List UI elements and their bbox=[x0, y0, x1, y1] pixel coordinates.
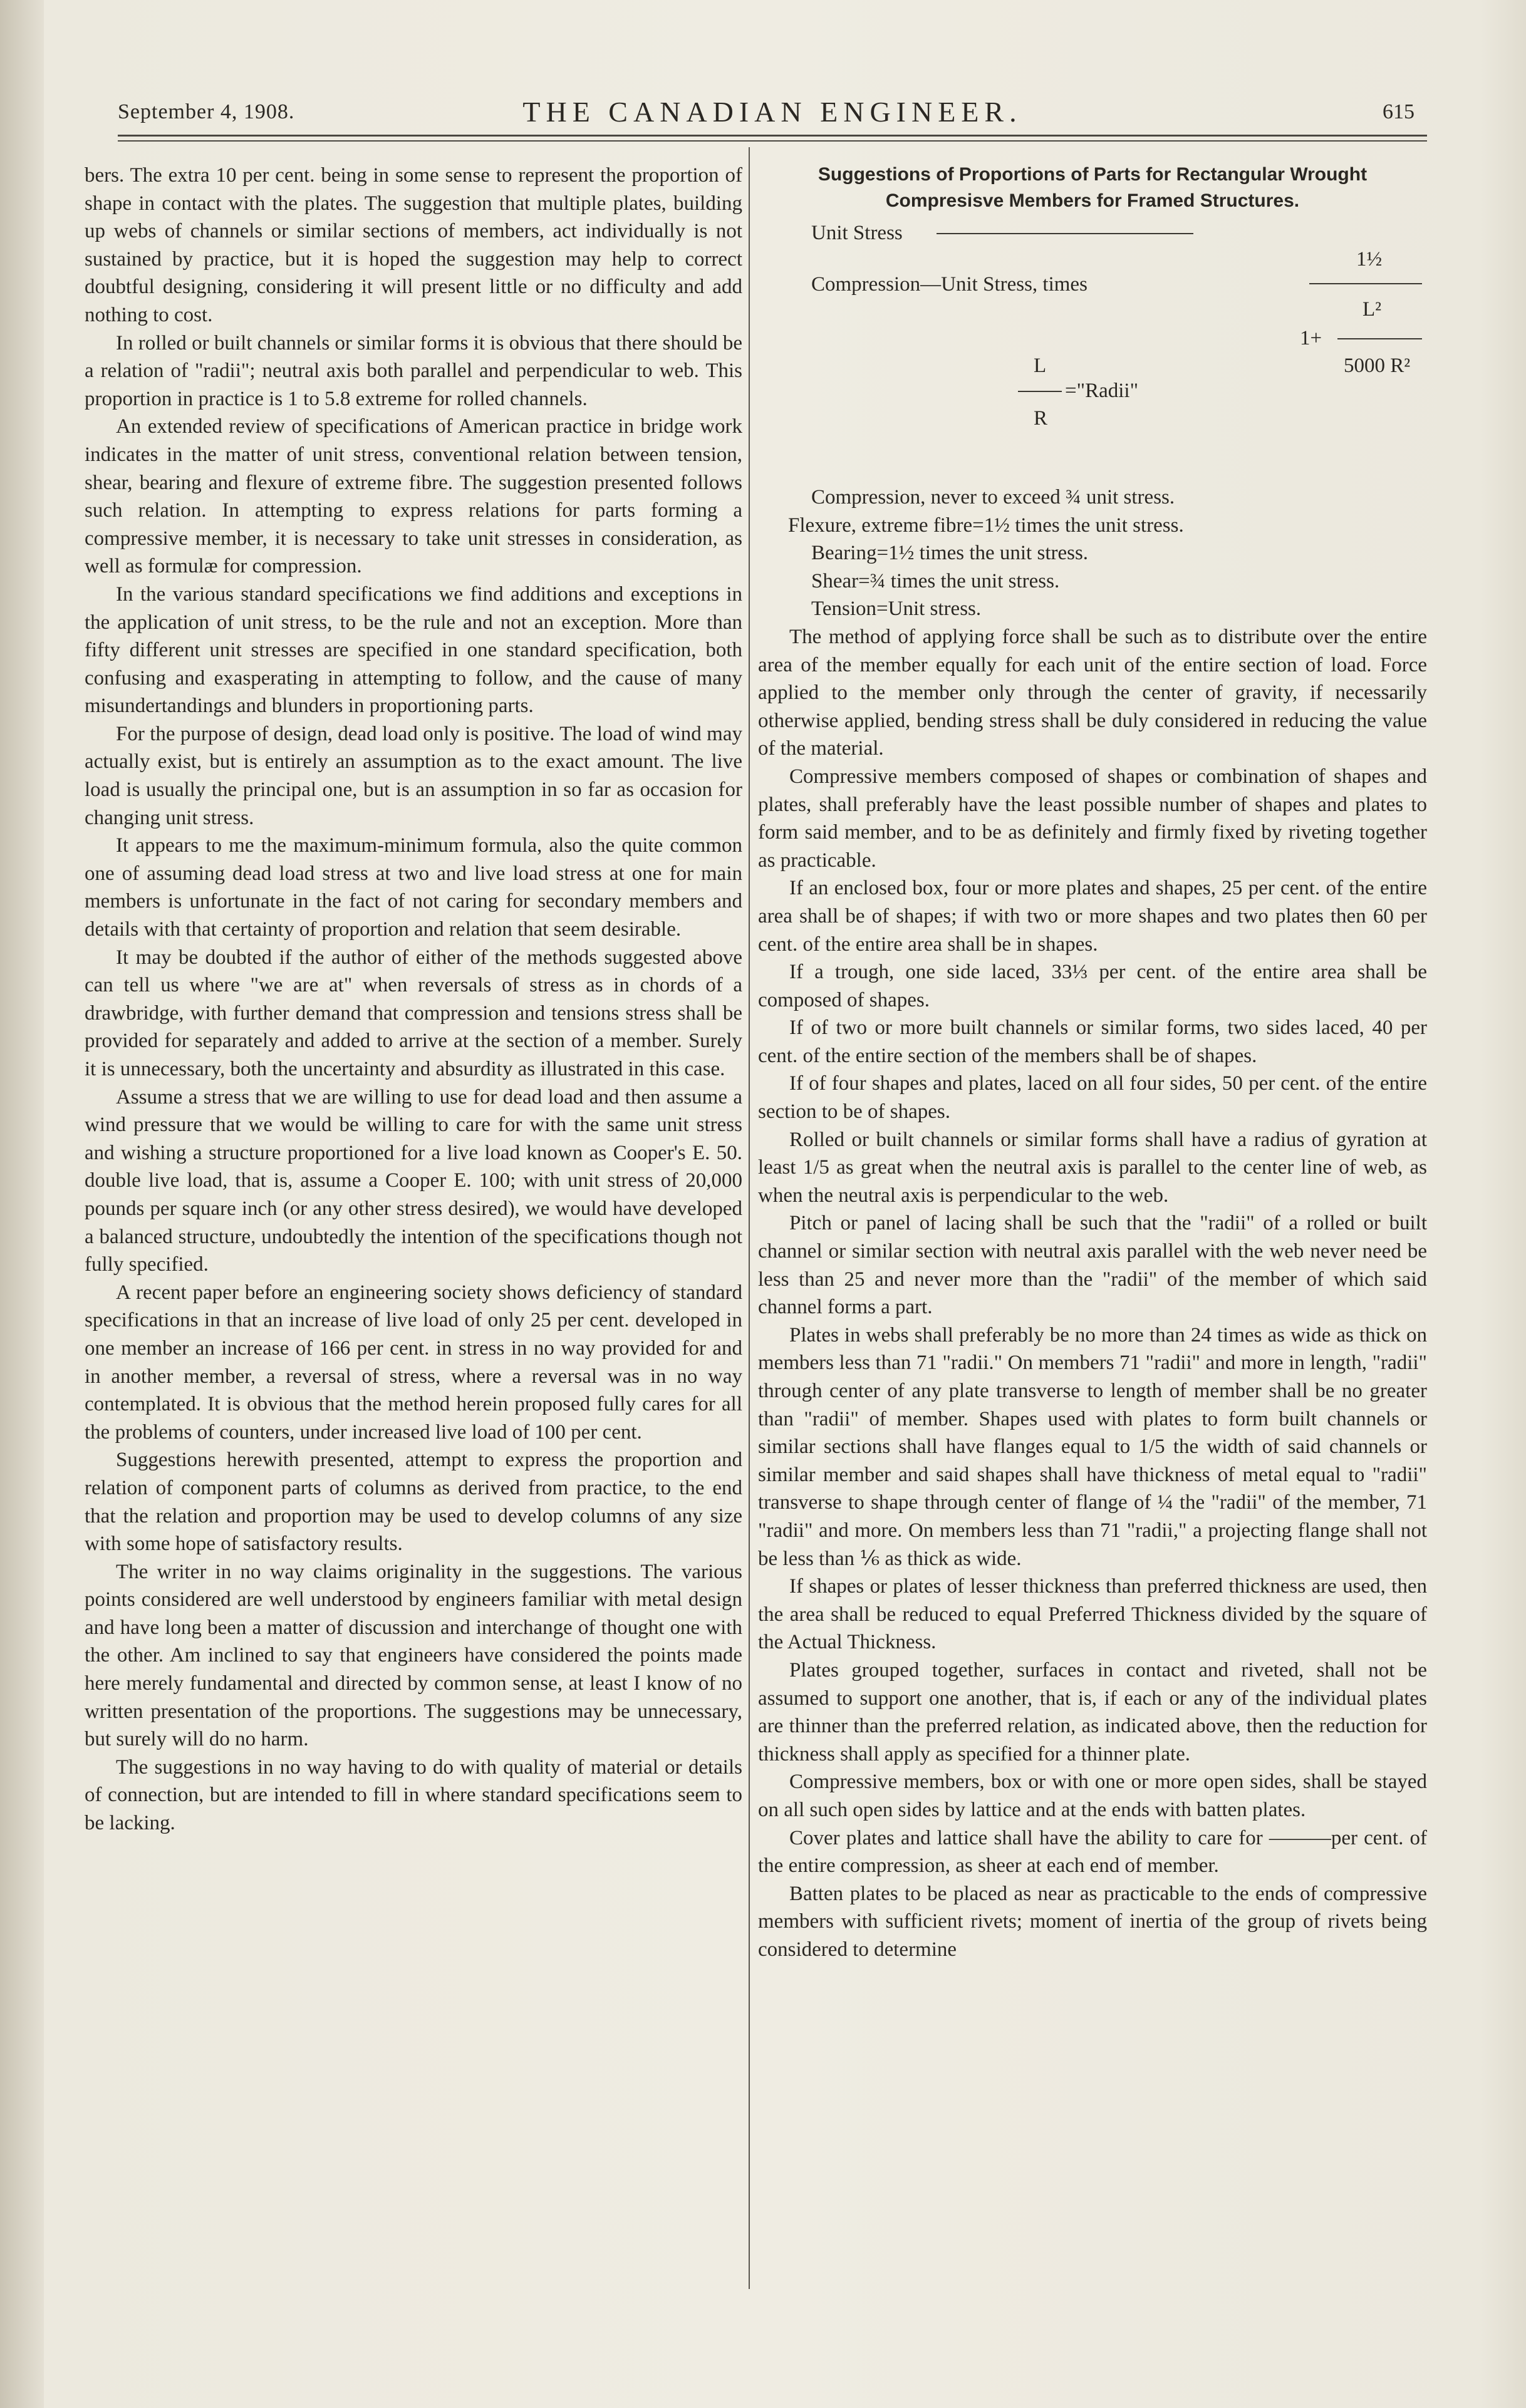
paragraph: The method of applying force shall be such as to distribute over the entire area of the member equally for each unit of the entire section of load. Force applied to the member only through the center of gravity, if necessarily otherwise applied, bending stress shall be duly considered in reducing the value of the material. bbox=[758, 625, 1427, 760]
denominator-fraction-bar bbox=[1337, 338, 1422, 339]
paragraph: In rolled or built channels or similar forms it is obvious that there should be a relation of "radii"; neutral axis both parallel and perpendicular to web. This proportion in practice is 1 to 5.8 extreme for rolled channels. bbox=[85, 331, 742, 410]
paragraph: Pitch or panel of lacing shall be such that the "radii" of a rolled or built channel or similar section with neutral axis parallel with the web never need be less than 25 and never more than the "radii" of the member of which said channel forms a part. bbox=[758, 1212, 1427, 1319]
publication-title: THE CANADIAN ENGINEER. bbox=[522, 96, 1022, 128]
unit-stress-blank-line bbox=[937, 233, 1193, 234]
paragraph: Assume a stress that we are willing to use for dead load and then assume a wind pressure that we would be willing to care for with the same unit stress and wishing a structure proportioned for a live load known as Cooper's E. 50. double live load, that is, assume a Cooper E. 100; with unit stress of 20,000 pounds per square inch (or any other stress desired), we would have developed a balanced structure, undoubtedly the intention of the specifications though not fully specified. bbox=[85, 1085, 742, 1276]
paragraph: Cover plates and lattice shall have the ability to care for ———per cent. of the entire compression, as sheer at each end of member. bbox=[758, 1826, 1427, 1878]
paragraph: Rolled or built channels or similar forms shall have a radius of gyration at least 1/5 as great when the neutral axis is parallel to the center line of web, as when the neutral axis is perpendicular to the web. bbox=[758, 1128, 1427, 1207]
list-item: Shear=¾ times the unit stress. bbox=[811, 569, 1060, 592]
paragraph: Plates grouped together, surfaces in contact and riveted, shall not be assumed to support one another, that is, if each or any of the individual plates are thinner than the preferred relation, as indicated above, then the reduction for thickness shall apply as specified for a thinner plate. bbox=[758, 1658, 1427, 1765]
paragraph: It may be doubted if the author of either of the methods suggested above can tell us where "we are at" when reversals of stress as in chords of a drawbridge, with further demand that compression and tensions stress shall be provided for separately and added to arrive at the section of a member. Surely it is unnecessary, both the uncertainty and absurdity as illustrated in this case. bbox=[85, 946, 742, 1080]
header-rule-thin bbox=[118, 140, 1427, 142]
paragraph: If of two or more built channels or similar forms, two sides laced, 40 per cent. of the entire section of the members shall be of shapes. bbox=[758, 1016, 1427, 1067]
header-rule-thick bbox=[118, 135, 1427, 137]
paragraph: It appears to me the maximum-minimum formula, also the quite common one of assuming dead load stress at two and live load stress at one for main members is unfortunate in the fact of not caring for secondary members and details with that certainty of proportion and relation that seem desirable. bbox=[85, 834, 742, 941]
formula-numerator: 1½ bbox=[1356, 248, 1383, 271]
main-fraction-bar bbox=[1309, 283, 1422, 284]
column-divider bbox=[749, 147, 750, 2289]
paragraph: Compressive members, box or with one or more open sides, shall be stayed on all such open sides by lattice and at the ends with batten plates. bbox=[758, 1770, 1427, 1821]
unit-stress-label: Unit Stress bbox=[811, 222, 903, 244]
paragraph: If a trough, one side laced, 33⅓ per cent. of the entire area shall be composed of shapes. bbox=[758, 961, 1427, 1011]
list-item: Compression, never to exceed ¾ unit stress. bbox=[811, 486, 1175, 509]
left-column bbox=[85, 162, 742, 1837]
article-heading: Suggestions of Proportions of Parts for Rectangular Wrought Compresisve Members for Framed Structures. bbox=[818, 164, 1368, 211]
paragraph: An extended review of specifications of American practice in bridge work indicates in the matter of unit stress, conventional relation between tension, shear, bearing and flexure of extreme fibre. The suggestion presented follows such relation. In attempting to express relations for parts forming a compressive member, it is necessary to take unit stresses in consideration, as well as formulæ for compression. bbox=[85, 415, 742, 578]
paragraph: The suggestions in no way having to do with quality of material or details of connection, but are intended to fill in where standard specifications seem to be lacking. bbox=[85, 1755, 742, 1835]
list-item: Flexure, extreme fibre=1½ times the unit stress. bbox=[788, 514, 1184, 537]
paragraph: For the purpose of design, dead load only is positive. The load of wind may actually exist, but is entirely an assumption as to the exact amount. The live load is usually the principal one, but is an assumption in so far as occasion for changing unit stress. bbox=[85, 722, 742, 829]
paragraph: Suggestions herewith presented, attempt to express the proportion and relation of component parts of columns as derived from practice, to the end that the relation and proportion may be used to develop columns of any size with some hope of satisfactory results. bbox=[85, 1449, 742, 1556]
denominator-top: L² bbox=[1362, 298, 1382, 321]
binding-spine bbox=[0, 0, 44, 2408]
paragraph: Compressive members composed of shapes or combination of shapes and plates, shall preferably have the least possible number of shapes and plates to form said member, and to be as definitely and firmly fixed by riveting together as practicable. bbox=[758, 765, 1427, 872]
issue-date: September 4, 1908. bbox=[118, 100, 295, 123]
paragraph: If an enclosed box, four or more plates and shapes, 25 per cent. of the entire area shall be of shapes; if with two or more shapes and two plates then 60 per cent. of the entire area shall be in shapes. bbox=[758, 877, 1427, 956]
denominator-bottom: 5000 R² bbox=[1344, 354, 1411, 377]
denominator-prefix: 1+ bbox=[1300, 327, 1322, 349]
compression-label: Compression—Unit Stress, times bbox=[811, 273, 1087, 296]
radii-fraction-bar bbox=[1018, 391, 1062, 392]
list-item: Tension=Unit stress. bbox=[811, 597, 982, 621]
paragraph: bers. The extra 10 per cent. being in some sense to represent the proportion of shape in contact with the plates. The suggestion that multiple plates, building up webs of channels or similar sections of members, act individually is not sustained by practice, but it is hoped the suggestion may help to correct doubtful designing, considering it will present little or no difficulty and add nothing to cost. bbox=[85, 164, 742, 326]
paragraph: Batten plates to be placed as near as practicable to the ends of compressive members with sufficient rivets; moment of inertia of the group of rivets being considered to determine bbox=[758, 1882, 1427, 1961]
unit-stress-list bbox=[758, 483, 1427, 623]
page-number: 615 bbox=[1383, 100, 1414, 123]
paragraph: Plates in webs shall preferably be no more than 24 times as wide as thick on members less than 71 "radii." On members 71 "radii" and more in length, "radii" through center of any plate transverse to length of member shall be no greater than "radii" of member. Shapes used with plates to form built channels or similar sections shall have flanges equal to 1/5 the width of said channels or similar member and said shapes shall have thickness of metal equal to "radii" transverse to shape through center of flange of ¼ the "radii" of the member, 71 "radii" and more. On members less than 71 "radii," a projecting flange shall not be less than ⅙ as thick as wide. bbox=[758, 1323, 1427, 1570]
radii-equals: ="Radii" bbox=[1065, 380, 1139, 402]
paragraph: If of four shapes and plates, laced on all four sides, 50 per cent. of the entire section to be of shapes. bbox=[758, 1072, 1427, 1124]
right-column bbox=[758, 162, 1427, 1963]
list-item: Bearing=1½ times the unit stress. bbox=[811, 542, 1089, 565]
radii-denominator: R bbox=[1034, 407, 1048, 430]
compression-formula bbox=[758, 220, 1427, 483]
paragraph: A recent paper before an engineering society shows deficiency of standard specifications in that an increase of live load of only 25 per cent. developed in one member an increase of 166 per cent. in stress in no way provided for and in another member, a reversal of stress, where a reversal was in no way contemplated. It is obvious that the method herein proposed fully cares for all the problems of counters, under increased live load of 100 per cent. bbox=[85, 1281, 742, 1444]
paragraph: The writer in no way claims originality in the suggestions. The various points considered are well understood by engineers familiar with metal design and have long been a matter of discussion and interchange of thought one with the other. Am inclined to say that engineers have considered the points made here merely fundamental and directed by common sense, at least I know of no written presentation of the proportions. The suggestions may be unnecessary, but surely will do no harm. bbox=[85, 1560, 742, 1751]
paragraph: In the various standard specifications we find additions and exceptions in the application of unit stress, to be the rule and not an exception. More than fifty different unit stresses are specified in one standard specification, both confusing and exasperating in attempting to follow, and the cause of many misundertandings and blunders in proportioning parts. bbox=[85, 582, 742, 718]
page-header bbox=[118, 94, 1427, 138]
radii-numerator: L bbox=[1034, 354, 1047, 377]
paragraph: If shapes or plates of lesser thickness than preferred thickness are used, then the area shall be reduced to equal Preferred Thickness divided by the square of the Actual Thickness. bbox=[758, 1575, 1427, 1654]
